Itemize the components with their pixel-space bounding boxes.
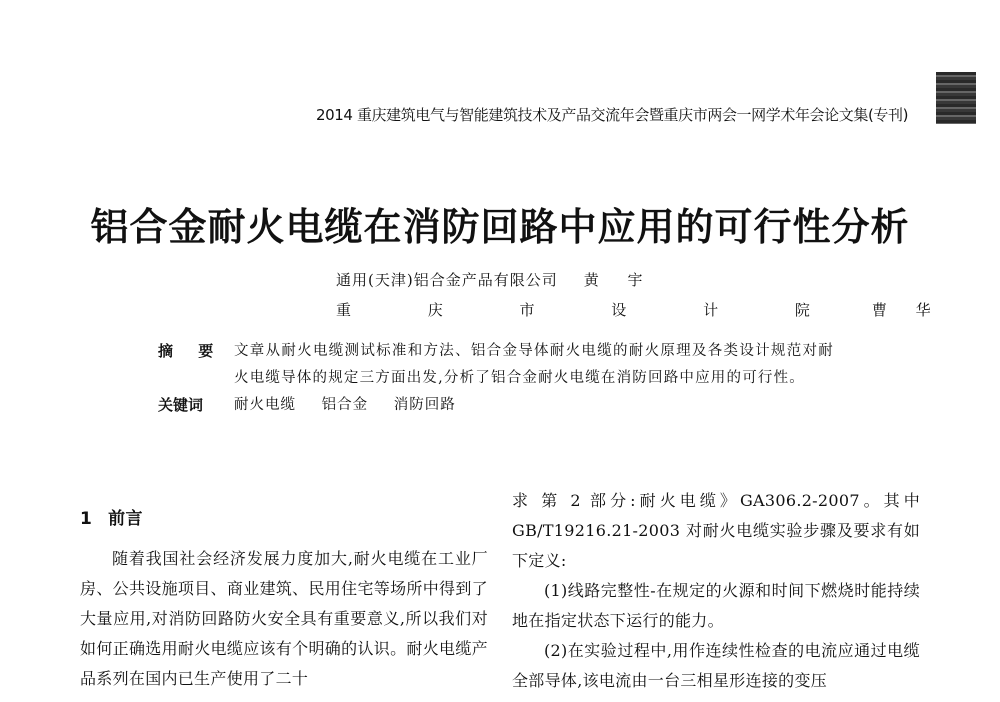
author-line	[336, 268, 943, 298]
keyword: 消防回路	[393, 397, 456, 413]
body-paragraph: 求 第 2 部分:耐火电缆》GA306.2-2007。其中 GB/T19216.21-2003 对耐火电缆实验步骤及要求有如下定义:	[512, 491, 920, 570]
section-heading	[80, 504, 488, 534]
keywords-row	[158, 392, 848, 419]
abstract-label: 摘 要	[158, 342, 224, 360]
abstract-text: 文章从耐火电缆测试标准和方法、铝合金导体耐火电缆的耐火原理及各类设计规范对耐火电缆导体的规定三方面出发,分析了铝合金耐火电缆在消防回路中应用的可行性。	[234, 343, 834, 386]
abstract-row	[158, 338, 848, 392]
keyword: 耐火电缆	[234, 397, 296, 413]
right-column	[512, 486, 920, 696]
keyword: 铝合金	[321, 397, 369, 413]
abstract-block	[158, 338, 848, 419]
running-header: 2014 重庆建筑电气与智能建筑技术及产品交流年会暨重庆市两会一网学术年会论文集(专刊)	[316, 106, 909, 124]
body-paragraph: (1)线路完整性-在规定的火源和时间下燃烧时能持续地在指定状态下运行的能力。	[512, 581, 920, 630]
author-name: 黄 宇	[583, 271, 655, 289]
author-line	[336, 298, 943, 328]
corner-tab-mark	[936, 72, 976, 124]
keyword-list	[234, 392, 476, 419]
body-paragraph: (2)在实验过程中,用作连续性检查的电流应通过电缆全部导体,该电流由一台三相星形连接的变压	[512, 641, 920, 690]
author-name: 曹 华	[871, 301, 943, 319]
section-title: 前言	[108, 509, 143, 529]
author-block	[336, 268, 943, 328]
author-affiliation: 通用(天津)铝合金产品有限公司	[336, 271, 558, 289]
left-column	[80, 486, 488, 694]
article-title: 铝合金耐火电缆在消防回路中应用的可行性分析	[90, 205, 910, 249]
keywords-label: 关键词	[158, 396, 204, 414]
author-affiliation: 重 庆 市 设 计 院	[336, 301, 846, 319]
section-number: 1	[80, 509, 93, 529]
body-paragraph: 随着我国社会经济发展力度加大,耐火电缆在工业厂房、公共设施项目、商业建筑、民用住宅等场所中得到了大量应用,对消防回路防火安全具有重要意义,所以我们对如何正确选用耐火电缆应该有个明确的认识。耐火电缆产品系列在国内已生产使用了二十	[80, 549, 488, 688]
